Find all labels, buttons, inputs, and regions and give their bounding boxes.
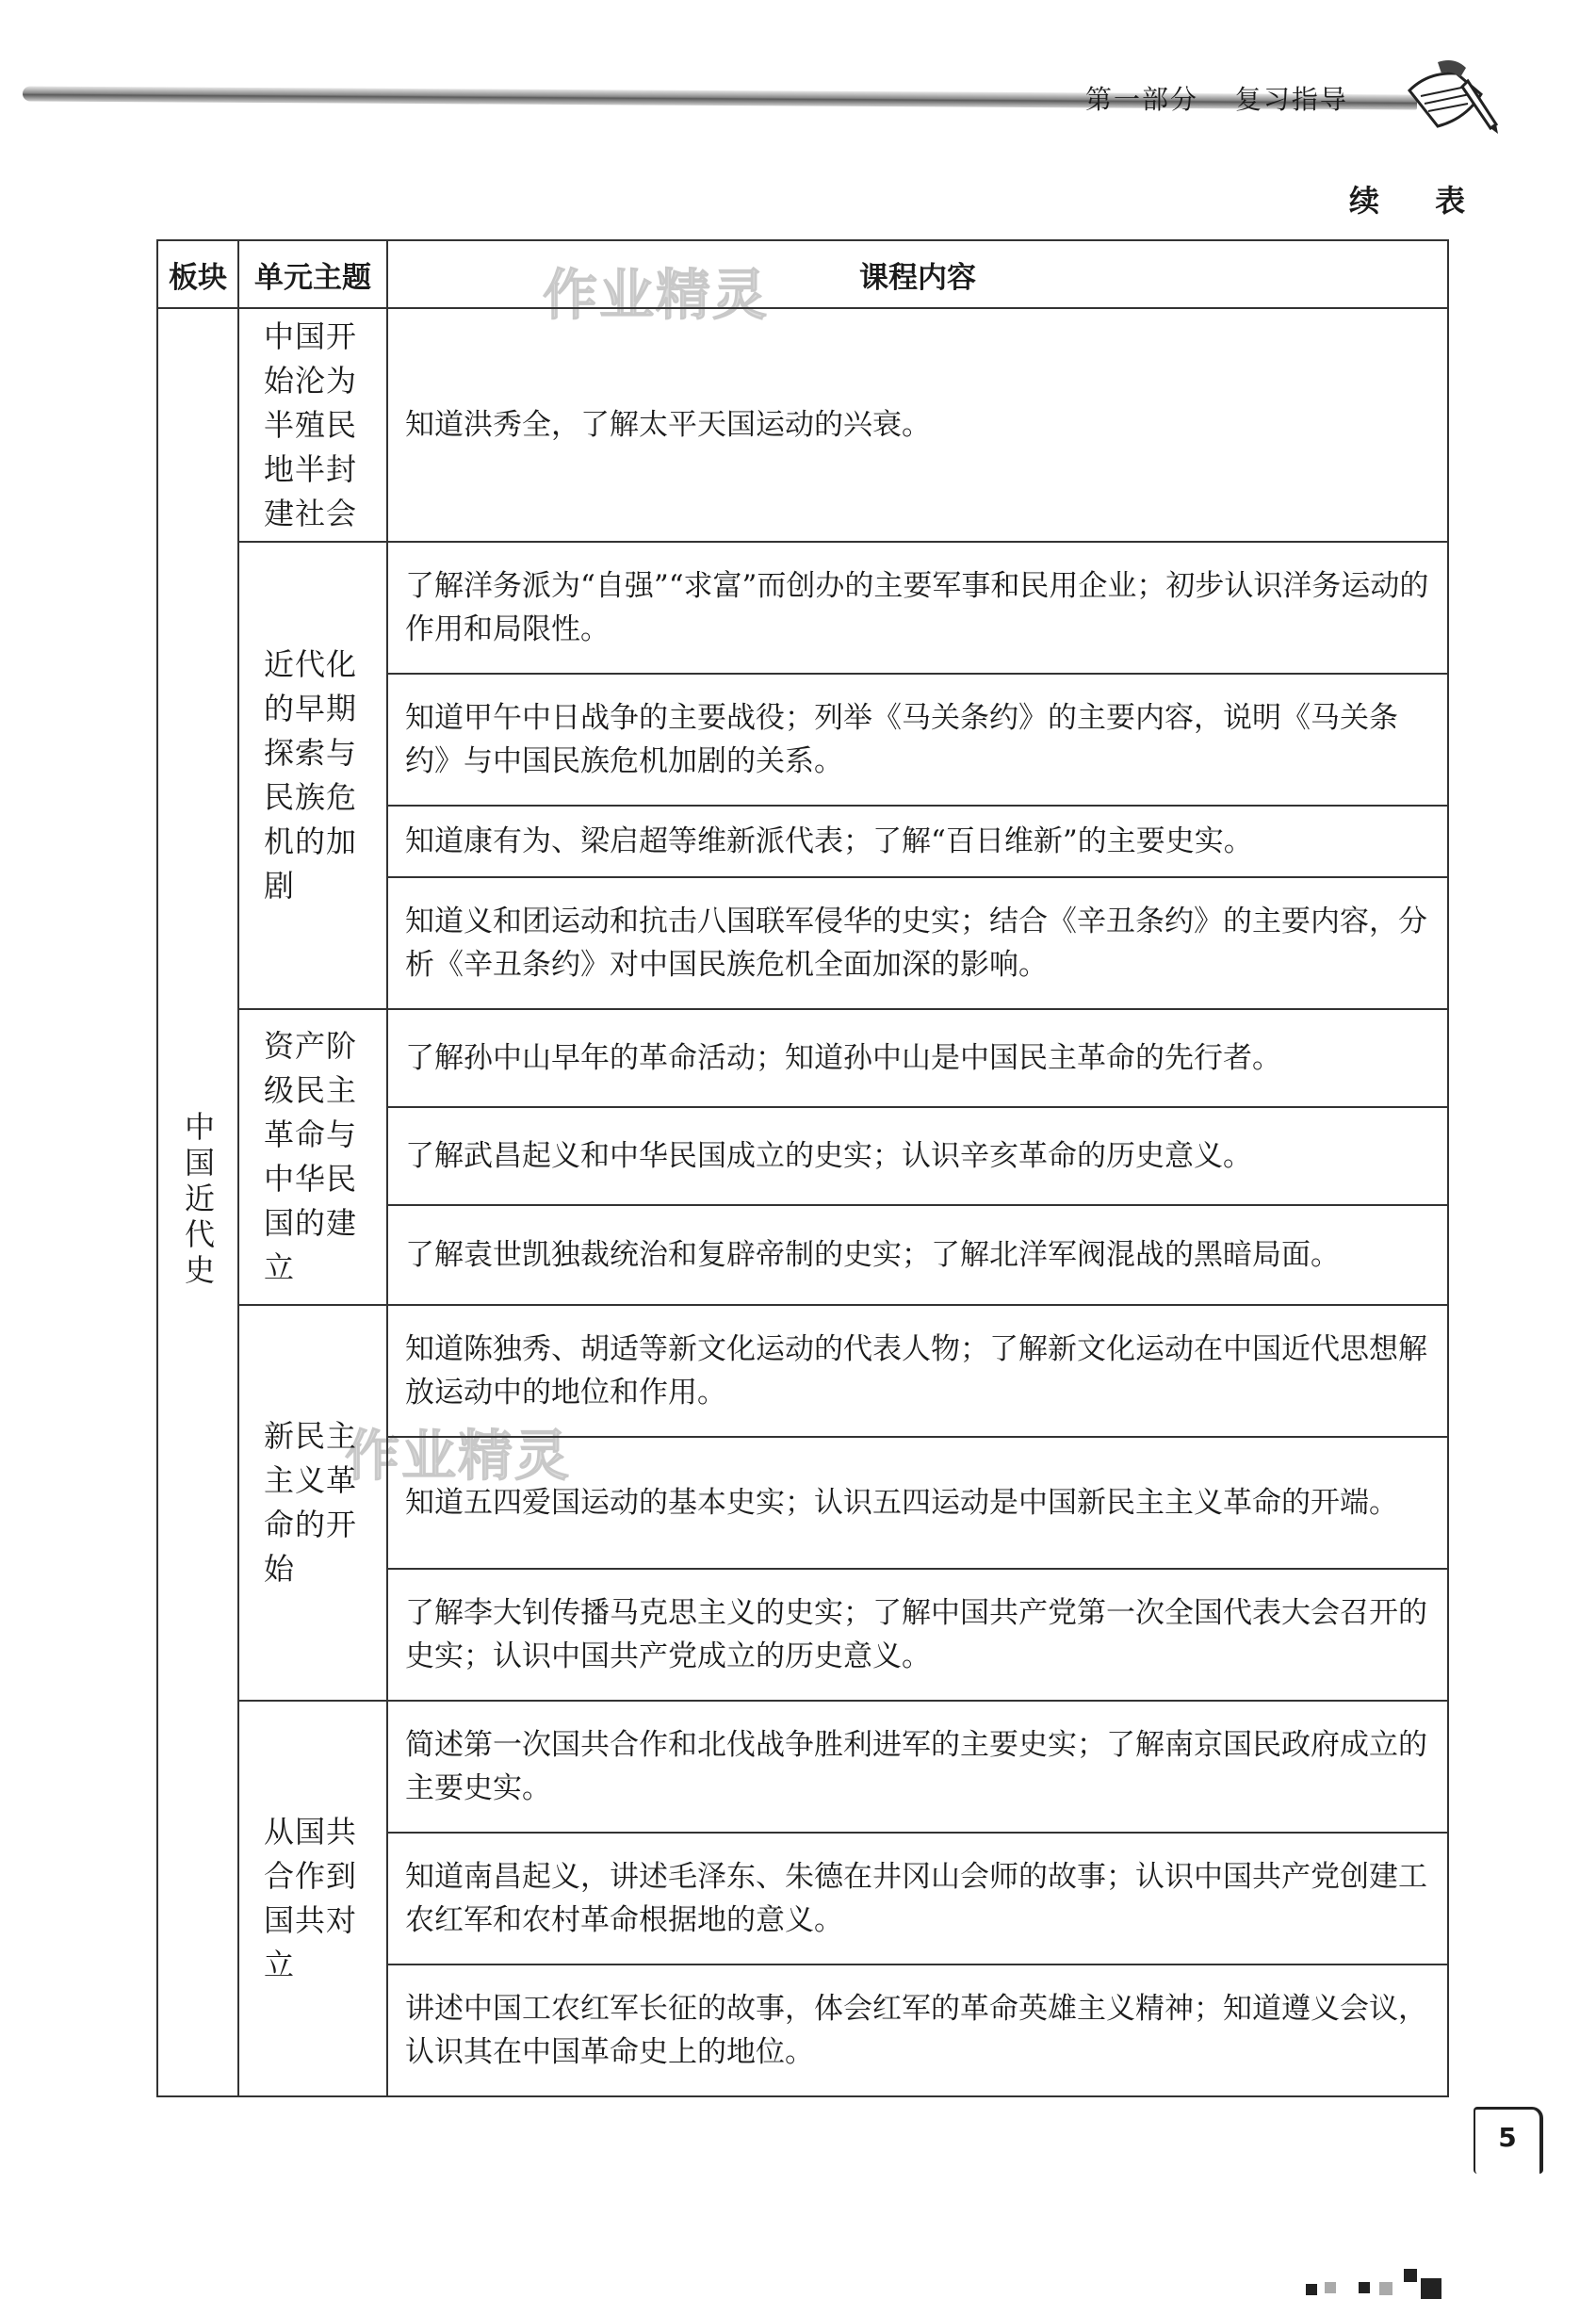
unit-title: 从国共合作到国共对立: [238, 1701, 387, 2096]
content-cell: 知道陈独秀、胡适等新文化运动的代表人物；了解新文化运动在中国近代思想解放运动中的地位和作用。: [387, 1305, 1448, 1437]
content-cell: 知道南昌起义，讲述毛泽东、朱德在井冈山会师的故事；认识中国共产党创建工农红军和农村革命根据地的意义。: [387, 1833, 1448, 1964]
footer-decoration: [1300, 2261, 1489, 2299]
notebook-pen-icon: [1400, 53, 1502, 138]
content-cell: 知道五四爱国运动的基本史实；认识五四运动是中国新民主主义革命的开端。: [387, 1437, 1448, 1569]
continued-label: 续 表: [1349, 183, 1489, 219]
page-number: 5: [1474, 2107, 1543, 2174]
syllabus-table: [156, 239, 1449, 2097]
header-part: 第一部分: [1085, 84, 1199, 115]
content-cell: 知道康有为、梁启超等维新派代表；了解“百日维新”的主要史实。: [387, 806, 1448, 877]
content-cell: 了解袁世凯独裁统治和复辟帝制的史实；了解北洋军阀混战的黑暗局面。: [387, 1205, 1448, 1305]
watermark: 作业精灵: [543, 263, 770, 327]
header-section: 复习指导: [1234, 84, 1348, 115]
column-header-unit: 单元主题: [238, 240, 387, 308]
table-row: [157, 542, 1448, 674]
table-header-row: [157, 240, 1448, 308]
content-cell: 了解李大钊传播马克思主义的史实；了解中国共产党第一次全国代表大会召开的史实；认识中国共产党成立的历史意义。: [387, 1569, 1448, 1701]
board-cell: [157, 308, 238, 2096]
unit-title: 资产阶级民主革命与中华民国的建立: [238, 1009, 387, 1305]
content-cell: 了解孙中山早年的革命活动；知道孙中山是中国民主革命的先行者。: [387, 1009, 1448, 1107]
table-row: [157, 1701, 1448, 1833]
unit-title: 近代化的早期探索与民族危机的加剧: [238, 542, 387, 1009]
column-header-content: 课程内容: [387, 240, 1448, 308]
content-cell: 了解洋务派为“自强”“求富”而创办的主要军事和民用企业；初步认识洋务运动的作用和局限性。: [387, 542, 1448, 674]
content-cell: 知道义和团运动和抗击八国联军侵华的史实；结合《辛丑条约》的主要内容，分析《辛丑条约》对中国民族危机全面加深的影响。: [387, 877, 1448, 1009]
table-row: [157, 1305, 1448, 1437]
content-cell: 简述第一次国共合作和北伐战争胜利进军的主要史实；了解南京国民政府成立的主要史实。: [387, 1701, 1448, 1833]
table-row: [157, 308, 1448, 542]
column-header-board: 板块: [157, 240, 238, 308]
content-cell: 知道洪秀全，了解太平天国运动的兴衰。: [387, 308, 1448, 542]
watermark: 作业精灵: [345, 1424, 572, 1488]
unit-title: 中国开始沦为半殖民地半封建社会: [238, 308, 387, 542]
unit-title: 新民主主义革命的开始: [238, 1305, 387, 1701]
running-header: [1085, 79, 1348, 117]
board-label: 中国近代史: [180, 1111, 216, 1290]
content-cell: 了解武昌起义和中华民国成立的史实；认识辛亥革命的历史意义。: [387, 1107, 1448, 1205]
table-row: [157, 1009, 1448, 1107]
content-cell: 讲述中国工农红军长征的故事，体会红军的革命英雄主义精神；知道遵义会议，认识其在中国革命史上的地位。: [387, 1964, 1448, 2096]
content-cell: 知道甲午中日战争的主要战役；列举《马关条约》的主要内容，说明《马关条约》与中国民族危机加剧的关系。: [387, 674, 1448, 806]
